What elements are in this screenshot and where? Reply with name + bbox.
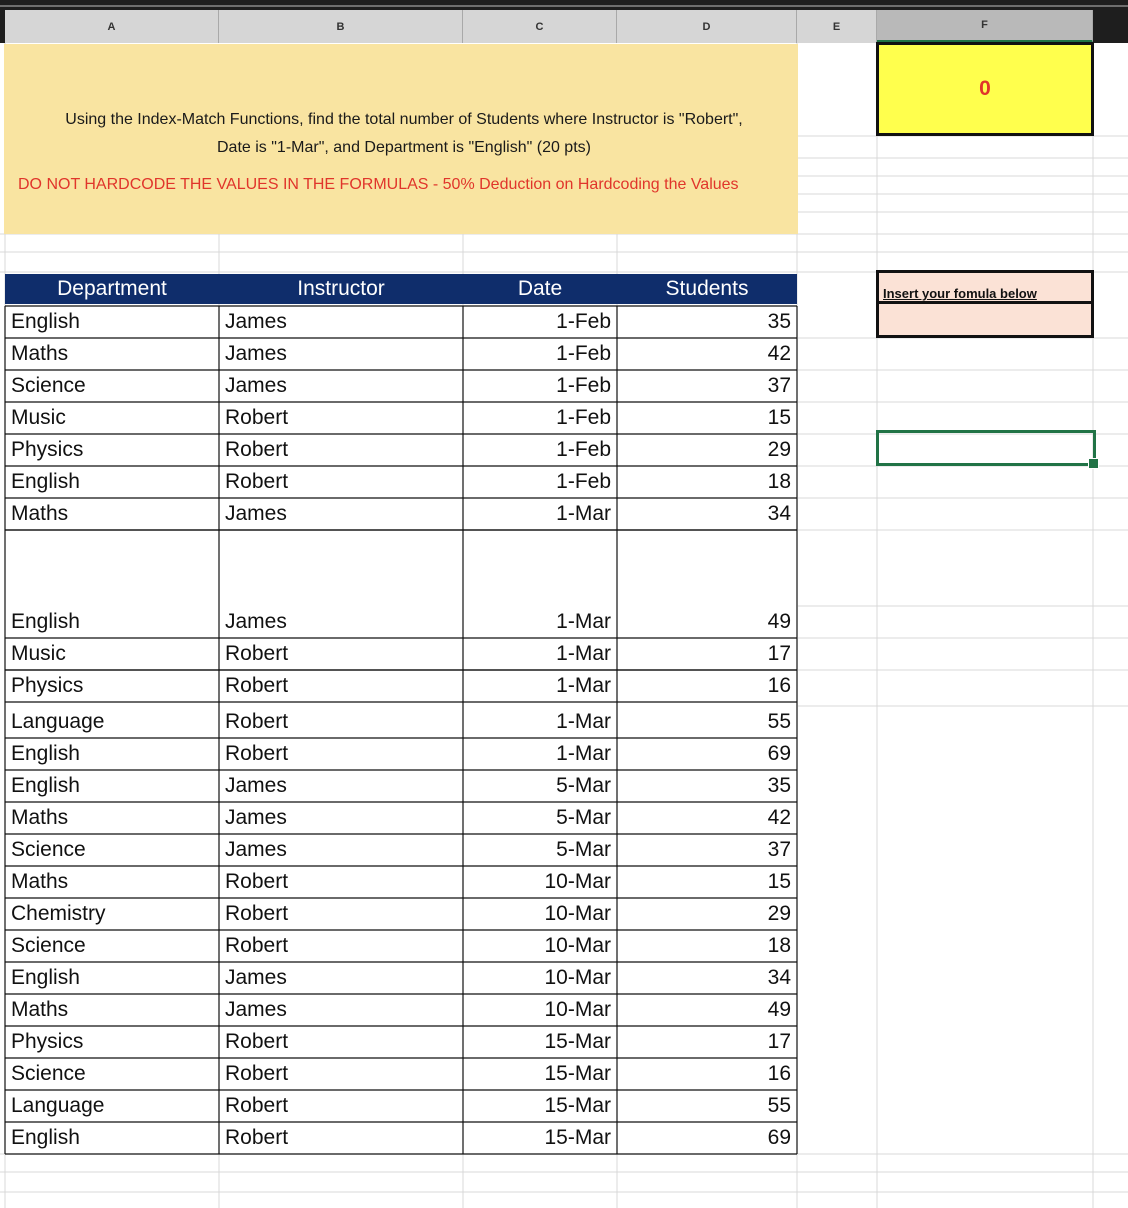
cell-department[interactable]: Maths [11,998,69,1021]
cell-date[interactable]: 1-Feb [556,438,611,461]
cell-date[interactable]: 15-Mar [544,1126,611,1149]
cell-date[interactable]: 5-Mar [556,838,611,861]
cell-department[interactable]: English [11,1126,80,1149]
cell-department[interactable]: Music [11,406,66,429]
cell-students[interactable]: 18 [767,934,791,957]
cell-students[interactable]: 37 [767,838,791,861]
column-header-f[interactable]: F [877,10,1093,43]
cell-students[interactable]: 17 [767,1030,791,1053]
cell-date[interactable]: 10-Mar [544,934,611,957]
cell-date[interactable]: 1-Mar [556,610,611,633]
cell-department[interactable]: Maths [11,806,69,829]
cell-date[interactable]: 1-Feb [556,310,611,333]
cell-instructor[interactable]: Robert [225,674,289,697]
header-students[interactable]: Students [617,274,797,304]
cell-department[interactable]: Physics [11,1030,84,1053]
cell-department[interactable]: Maths [11,342,69,365]
cell-instructor[interactable]: James [225,610,287,633]
cell-instructor[interactable]: Robert [225,1062,289,1085]
cell-instructor[interactable]: Robert [225,870,289,893]
header-instructor[interactable]: Instructor [219,274,463,304]
cell-instructor[interactable]: Robert [225,934,289,957]
cell-instructor[interactable]: Robert [225,470,289,493]
cell-department[interactable]: Physics [11,674,84,697]
cell-department[interactable]: Music [11,642,66,665]
cell-department[interactable]: Science [11,1062,86,1085]
cell-department[interactable]: English [11,610,80,633]
cell-date[interactable]: 10-Mar [544,870,611,893]
cell-department[interactable]: Language [11,710,105,733]
cell-date[interactable]: 15-Mar [544,1030,611,1053]
cell-date[interactable]: 5-Mar [556,774,611,797]
cell-department[interactable]: Language [11,1094,105,1117]
cell-department[interactable]: Maths [11,502,69,525]
cell-instructor[interactable]: James [225,774,287,797]
cell-instructor[interactable]: James [225,838,287,861]
cell-date[interactable]: 10-Mar [544,902,611,925]
cell-date[interactable]: 1-Feb [556,374,611,397]
cell-instructor[interactable]: James [225,966,287,989]
cell-date[interactable]: 1-Mar [556,502,611,525]
cell-date[interactable]: 5-Mar [556,806,611,829]
cell-instructor[interactable]: Robert [225,1094,289,1117]
cell-date[interactable]: 10-Mar [544,998,611,1021]
cell-instructor[interactable]: Robert [225,1030,289,1053]
cell-department[interactable]: Science [11,374,86,397]
cell-instructor[interactable]: James [225,998,287,1021]
warning-text: DO NOT HARDCODE THE VALUES IN THE FORMULAS - 50% Deduction on Hardcoding the Values [18,176,739,193]
cell-students[interactable]: 29 [767,902,791,925]
cell-students[interactable]: 69 [767,1126,791,1149]
cell-department[interactable]: Maths [11,870,69,893]
cell-students[interactable]: 29 [767,438,791,461]
cell-instructor[interactable]: Robert [225,642,289,665]
result-cell[interactable]: 0 [876,42,1094,136]
cell-date[interactable]: 1-Mar [556,742,611,765]
cell-instructor[interactable]: Robert [225,438,289,461]
header-department[interactable]: Department [5,274,219,304]
column-header-e[interactable]: E [797,10,877,43]
cell-students[interactable]: 55 [767,710,791,733]
cell-date[interactable]: 1-Mar [556,642,611,665]
question-line-1: Using the Index-Match Functions, find the total number of Students where Instructor is "Robert", [65,111,743,128]
cell-students[interactable]: 15 [767,406,791,429]
cell-department[interactable]: Chemistry [11,902,106,925]
cell-instructor[interactable]: James [225,374,287,397]
cell-department[interactable]: Science [11,838,86,861]
cell-instructor[interactable]: Robert [225,406,289,429]
cell-students[interactable]: 15 [767,870,791,893]
cell-department[interactable]: Physics [11,438,84,461]
cell-date[interactable]: 1-Feb [556,470,611,493]
cell-instructor[interactable]: James [225,806,287,829]
column-header-d[interactable]: D [617,10,797,43]
cell-date[interactable]: 1-Feb [556,342,611,365]
question-line-2: Date is "1-Mar", and Department is "English" (20 pts) [217,139,591,156]
cell-students[interactable]: 35 [767,774,791,797]
column-header-b[interactable]: B [219,10,463,43]
cell-date[interactable]: 1-Feb [556,406,611,429]
cell-instructor[interactable]: Robert [225,710,289,733]
cell-department[interactable]: English [11,742,80,765]
cell-students[interactable]: 42 [767,806,791,829]
cell-students[interactable]: 49 [767,610,791,633]
cell-instructor[interactable]: Robert [225,742,289,765]
cell-students[interactable]: 55 [767,1094,791,1117]
cell-students[interactable]: 49 [767,998,791,1021]
cell-students[interactable]: 35 [767,310,791,333]
cell-department[interactable]: English [11,470,80,493]
cell-date[interactable]: 15-Mar [544,1094,611,1117]
cell-instructor[interactable]: James [225,502,287,525]
cell-students[interactable]: 69 [767,742,791,765]
cell-date[interactable]: 1-Mar [556,710,611,733]
cell-students[interactable]: 17 [767,642,791,665]
cell-students[interactable]: 34 [767,966,791,989]
cell-date[interactable]: 15-Mar [544,1062,611,1085]
cell-students[interactable]: 16 [767,1062,791,1085]
cell-students[interactable]: 16 [767,674,791,697]
column-header-c[interactable]: C [463,10,617,43]
header-date[interactable]: Date [463,274,617,304]
cell-date[interactable]: 1-Mar [556,674,611,697]
cell-students[interactable]: 34 [767,502,791,525]
cell-students[interactable]: 18 [767,470,791,493]
cell-department[interactable]: English [11,310,80,333]
formula-label: Insert your fomula below [876,270,1094,304]
cell-department[interactable]: English [11,774,80,797]
cell-department[interactable]: Science [11,934,86,957]
cell-instructor[interactable]: James [225,342,287,365]
cell-date[interactable]: 10-Mar [544,966,611,989]
cell-instructor[interactable]: Robert [225,1126,289,1149]
column-header-a[interactable]: A [5,10,219,43]
cell-department[interactable]: English [11,966,80,989]
cell-students[interactable]: 37 [767,374,791,397]
cell-instructor[interactable]: James [225,310,287,333]
cell-students[interactable]: 42 [767,342,791,365]
cell-instructor[interactable]: Robert [225,902,289,925]
